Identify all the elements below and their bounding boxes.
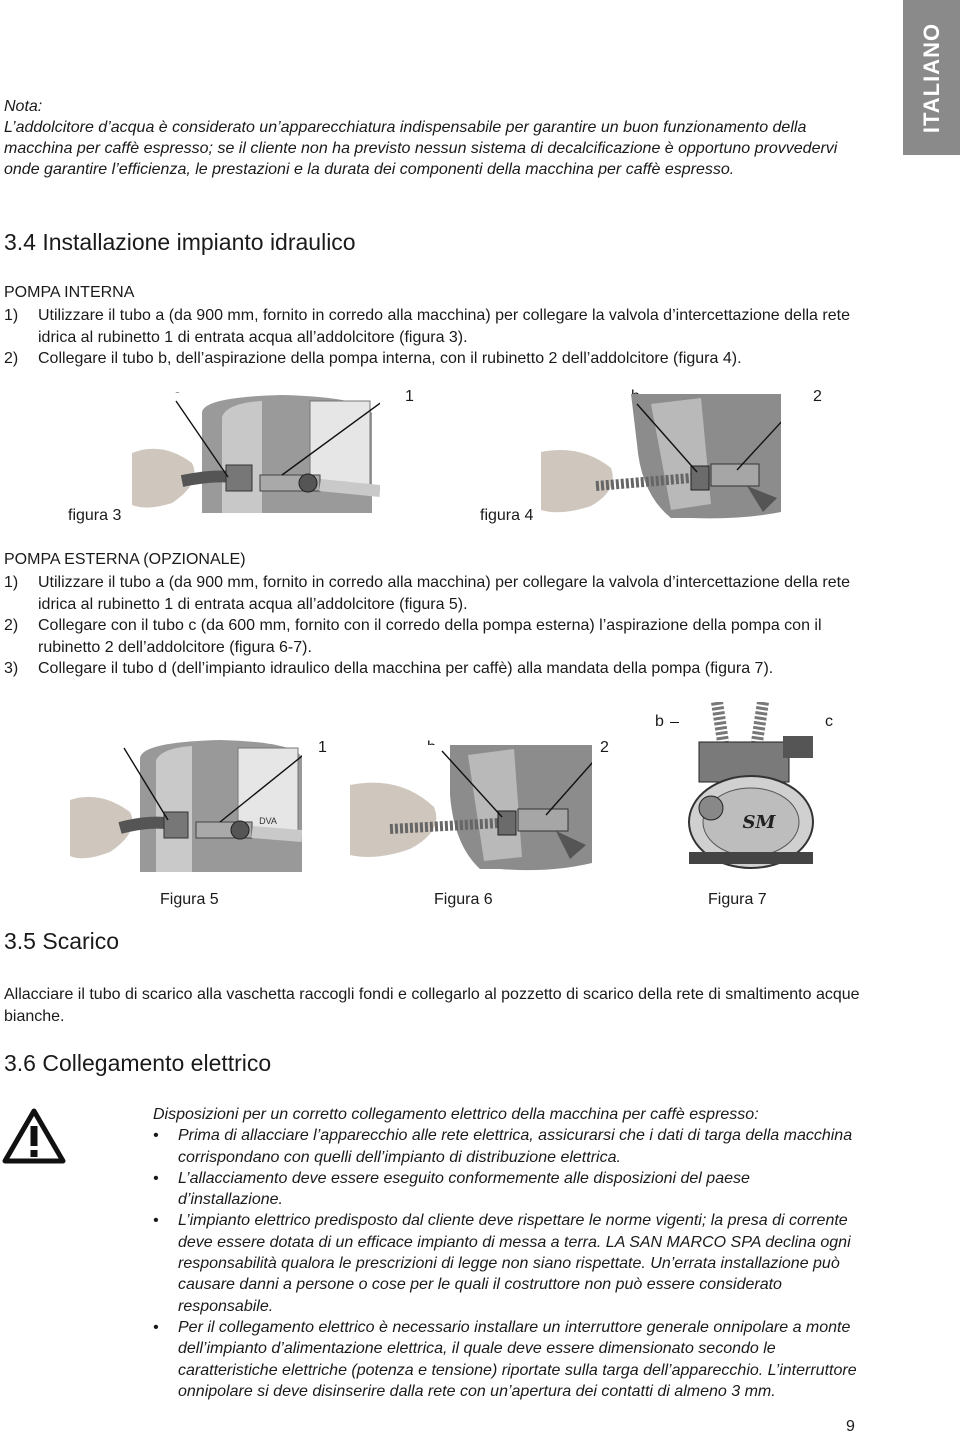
language-tab [903,0,960,155]
page-number: 9 [846,1418,855,1435]
list-item [4,305,864,348]
list-item-number: 2) [4,350,19,367]
figure-5-photo [70,740,302,872]
figure-7-caption: Figura 7 [708,891,767,908]
bullet-icon: • [153,1318,159,1336]
language-tab-label: ITALIANO [918,22,944,133]
fig7-logo: SM [742,812,776,833]
list-item-text: L’impianto elettrico predisposto dal cliente deve rispettare le norme vigenti; la presa di corrente deve essere dotata di un efficace impianto di messa a terra. LA SAN MARCO SPA declina ogni responsabilità qualora le prescrizioni di legge non siano rispettate. Un’errata installazione può causare danni a persone o cose per le quali il costruttore non può essere considerato responsabile. [178,1212,851,1315]
electrical-intro: Disposizioni per un corretto collegamento elettrico della macchina per caffè espresso: [153,1106,759,1123]
section-3-5-body: Allacciare il tubo di scarico alla vaschetta raccogli fondi e collegarlo al pozzetto di scarico della rete di smaltimento acque bianche. [4,986,860,1025]
list-item-text: Collegare con il tubo c (da 600 mm, fornito con il corredo della pompa esterna) l’aspirazione della pompa con il rubinetto 2 dell’addolcitore (figura 6-7). [38,617,822,656]
list-item-number: 3) [4,660,19,677]
internal-pump-steps [4,305,864,370]
list-item-number: 1) [4,307,19,324]
figure-6-caption: Figura 6 [434,891,493,908]
section-3-6-title: 3.6 Collegamento elettrico [4,1050,272,1076]
list-item [4,658,864,680]
list-item-text: Prima di allacciare l’apparecchio alle rete elettrica, assicurarsi che i dati di targa della macchina corrispondano con quelli dell’impianto di distribuzione elettrica. [178,1127,853,1166]
list-item-text: Collegare il tubo d (dell’impianto idraulico della macchina per caffè) alla mandata della pompa (figura 7). [38,660,774,677]
list-item [153,1210,859,1316]
fig5-label-1: 1 [318,739,327,756]
note-body: L’addolcitore d’acqua è considerato un’apparecchiatura indispensabile per garantire un buon funzionamento della macchina per caffè espresso; se il cliente non ha previsto nessun sistema di decalcificazione è opportuno provvedervi onde garantire l’efficienza, le prestazioni e la durata dei componenti della macchina per caffè espresso. [4,119,838,178]
figure-4-caption: figura 4 [480,507,534,524]
electrical-instructions [153,1104,859,1402]
fig4-label-2: 2 [813,388,822,405]
figure-6-photo [350,745,592,873]
bullet-icon: • [153,1212,159,1230]
fig3-label-1: 1 [405,388,414,405]
note-heading: Nota: [4,98,43,115]
bullet-icon: • [153,1169,159,1187]
fig7-label-c: c [825,713,833,730]
list-item-text: Utilizzare il tubo a (da 900 mm, fornito in corredo alla macchina) per collegare la valvola d’intercettazione della rete idrica al rubinetto 1 di entrata acqua all’addolcitore (figura 3). [38,307,850,346]
external-pump-steps [4,572,864,680]
section-3-4-title: 3.4 Installazione impianto idraulico [4,229,356,255]
list-item [153,1125,859,1168]
list-item-number: 1) [4,574,19,591]
section-3-5-title: 3.5 Scarico [4,928,120,954]
list-item-text: L’allacciamento deve essere eseguito conformemente alle disposizioni del paese d’installazione. [178,1169,750,1209]
figure-4-illustration [541,394,781,524]
list-item [153,1317,859,1402]
list-item [4,572,864,615]
figure-5-caption: Figura 5 [160,891,219,908]
figure-7-photo [679,702,823,872]
figure-3-caption: figura 3 [68,507,122,524]
list-item-text: Per il collegamento elettrico è necessario installare un interruttore generale onnipolare a monte dell’impianto d’alimentazione elettrica, il quale deve essere dimensionato secondo le caratteristiche elettriche (potenza e tensione) riportate sulla targa dell’apparecchio. L’interruttore onnipolare si deve disinserire dalla rete con un’apertura dei contatti di almeno 3 mm. [178,1318,857,1400]
fig7-label-b: b [655,713,664,730]
fig5-tag: DVA [259,816,277,826]
bullet-icon: • [153,1127,159,1145]
list-item-text: Collegare il tubo b, dell’aspirazione della pompa interna, con il rubinetto 2 dell’addolcitore (figura 4). [38,350,742,367]
figure-7-illustration [679,702,823,872]
figure-6-illustration [350,745,592,873]
list-item-number: 2) [4,617,19,634]
internal-pump-heading: POMPA INTERNA [4,284,135,301]
note-block [4,96,864,180]
list-item [153,1168,859,1211]
figure-4-photo [541,394,781,524]
external-pump-heading: POMPA ESTERNA (OPZIONALE) [4,551,246,568]
figure-3-illustration [132,393,380,513]
warning-triangle-icon [2,1108,66,1164]
fig6-label-2: 2 [600,739,609,756]
list-item [4,615,864,658]
figure-5-illustration [70,740,302,872]
list-item [4,348,864,370]
list-item-text: Utilizzare il tubo a (da 900 mm, fornito in corredo alla macchina) per collegare la valvola d’intercettazione della rete idrica al rubinetto 1 di entrata acqua all’addolcitore (figura 5). [38,574,850,613]
figure-3-photo [132,393,380,513]
